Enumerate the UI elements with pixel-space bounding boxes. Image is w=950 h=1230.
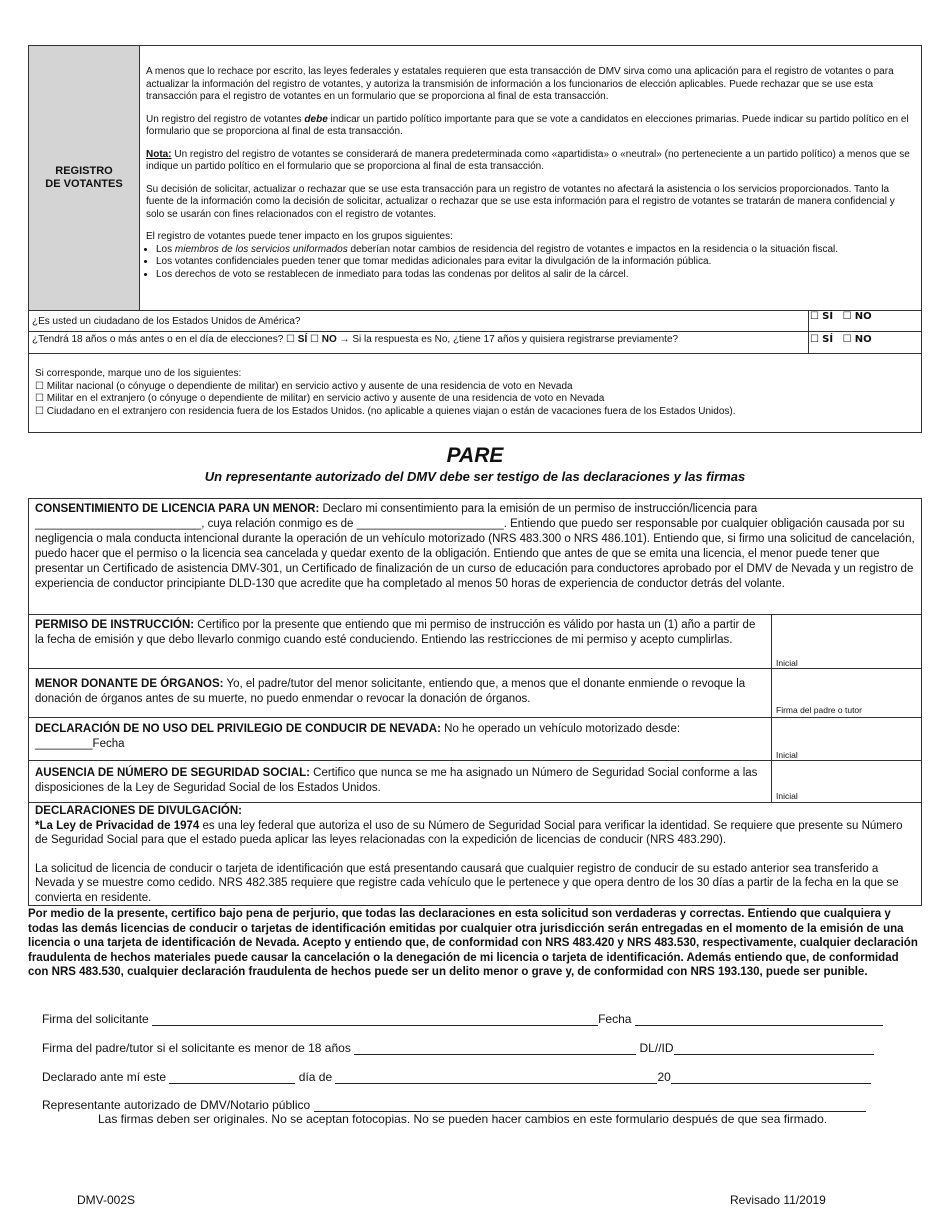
disclosure-transfer: La solicitud de licencia de conducir o tarjeta de identificación que está presentando causará que cualquier registro de conducir de su estado anterior sea transferido a Nevada y se muestre como cedido. NRS 482.385 requiere que registre cada vehículo que le pertenece y que opera dentro de los 30 días a partir de la fecha en la que se convierta en residente. xyxy=(35,862,899,904)
applicant-date-line[interactable] xyxy=(635,1013,883,1026)
disclosure: DECLARACIONES DE DIVULGACIÓN: *La Ley de Privacidad de 1974 es una ley federal que autoriza el uso de su Número de Seguridad Social para verificar la identidad. Se requiere que presente su Número de Seguridad Social para que el estado pueda aplicar las leyes relacionadas con la expedición de licencias de conducir (NRS 483.290). La solicitud de licencia de conducir o tarjeta de identificación que está presentando causará que cualquier registro de conducir de su estado anterior sea transferido a Nevada y se muestre como cedido. NRS 482.385 requiere que registre cada vehículo que le pertenece y que opera dentro de los 30 días a partir de la fecha en la que se convierta en residente. xyxy=(35,804,917,905)
form-number: DMV-002S xyxy=(77,1193,136,1207)
military-option-2[interactable]: ☐ Militar en el extranjero (o cónyuge o dependiente de militar) en servicio activo y ausente de una residencia de voto en Nevada xyxy=(35,393,605,404)
perjury-statement: Por medio de la presente, certifico bajo pena de perjurio, que todas las declaraciones en esta solicitud son verdaderas y correctas. Entiendo que cualquiera y todas las demás licencias de conducir o tarjetas de identificación emitidas por cualquier otra jurisdicción serán entregadas en el momento de la emisión de una licencia o una tarjeta de identificación de Nevada. Acepto y entiendo que, de conformidad con NRS 483.420 y NRS 483.530, respectivamente, cualquier declaración fraudulenta de hechos materiales puede causar la cancelación o la denegación de mi licencia o tarjeta de identificación. Además entiendo que, de conformidad con NRS 483.530, cualquier declaración fraudulenta de hechos puede ser un delito menor o grave y, de conformidad con NRS 193.130, puede ser punible. xyxy=(28,908,918,978)
parent-signature-row: Firma del padre/tutor si el solicitante es menor de 18 años DL//ID xyxy=(42,1041,874,1055)
voter-title-line1: REGISTRO xyxy=(55,165,113,177)
non-use-initial-cell[interactable]: Inicial xyxy=(776,750,798,760)
minor-consent-body: __________________________, cuya relación conmigo es de _______________________. Entiendo que puedo ser responsable por cualquier obligación causada por su negligencia o mala conducta intencional durante la operación de un vehículo motorizado (NRS 483.300 o NRS 486.101). Entiendo que, si firmo una solicitud de cancelación, puedo hacer que el permiso o la licencia sea cancelada y quedar exento de la obligación. Entiendo que antes de que se emita una licencia, el menor puede tener que presentar un Certificado de asistencia DMV-301, un Certificado de finalización de un curso de educación para conductores aprobado por el DMV de Nevada y un registro de experiencia de conductor principiante DLD-130 que acredite que ha completado al menos 50 horas de experiencia de conductor detrás del volante. xyxy=(35,518,915,590)
declared-month-line[interactable] xyxy=(335,1071,657,1084)
permit-initial-cell[interactable]: Inicial xyxy=(776,658,798,668)
disclosure-label: DECLARACIONES DE DIVULGACIÓN: xyxy=(35,805,243,817)
declared-year-line[interactable] xyxy=(671,1071,871,1084)
organ-donor: MENOR DONANTE DE ÓRGANOS: Yo, el padre/tutor del menor solicitante, entiendo que, a menos que el donante enmiende o revoque la donación de órganos antes de su muerte, no puedo enmendar o revocar la donación de órganos. xyxy=(35,678,746,705)
voter-title-cell xyxy=(29,46,140,310)
signature-note: Las firmas deben ser originales. No se aceptan fotocopias. No se pueden hacer cambios en este formulario después de que sea firmado. xyxy=(98,1112,828,1126)
voter-para4: Su decisión de solicitar, actualizar o rechazar que se use esta transacción para un registro de votantes no afectará la asistencia o los servicios proporcionados. Tanto la fuente de la información como la decisión de solicitar, actualizar o rechazar que se use esta información para el registro de votantes se tratarán de manera confidencial y solo se usarán con fines relacionados con el registro de votantes. xyxy=(146,183,895,220)
declared-row: Declarado ante mí este día de 20 xyxy=(42,1070,871,1084)
non-use-date[interactable]: _________Fecha xyxy=(35,738,125,750)
military-option-3[interactable]: ☐ Ciudadano en el extranjero con residencia fuera de los Estados Unidos. (no aplicable a quienes viajan o están de vacaciones fuera de los Estados Unidos). xyxy=(35,405,736,417)
ssn-initial-cell[interactable]: Inicial xyxy=(776,791,798,801)
parent-signature-line[interactable] xyxy=(354,1042,636,1055)
voter-bullet3: • Los derechos de voto se restablecen de inmediato para todas las condenas por delitos al salir de la cárcel. xyxy=(156,269,914,282)
applicant-signature-row: Firma del solicitante Fecha xyxy=(42,1012,883,1026)
voter-para3: Nota: Un registro del registro de votantes se considerará de manera predeterminada como «apartidista» o «neutral» (no perteneciente a un partido político) a menos que se indique un partido político en el formulario que se proporciona al final de esta transacción. xyxy=(146,148,910,172)
military-option-1[interactable]: ☐ Militar nacional (o cónyuge o dependiente de militar) en servicio activo y ausente de una residencia de voto en Nevada xyxy=(35,380,573,392)
citizen-question: ¿Es usted un ciudadano de los Estados Unidos de América? xyxy=(32,316,301,327)
voter-text xyxy=(146,66,914,281)
citizen-yes-no[interactable]: ☐ SÍ ☐ NO xyxy=(810,311,872,322)
dlid-line[interactable] xyxy=(674,1042,874,1055)
revised-date: Revisado 11/2019 xyxy=(730,1193,826,1207)
stop-title: PARE xyxy=(446,444,504,467)
age-yes-no[interactable]: ☐ SÍ ☐ NO xyxy=(810,334,872,345)
voter-para2: Un registro del registro de votantes debe indicar un partido político importante para que se vote a candidatos en elecciones primarias. Puede indicar su partido político en el formulario que se proporciona al final de esta transacción. xyxy=(146,113,909,137)
minor-consent: CONSENTIMIENTO DE LICENCIA PARA UN MENOR: Declaro mi consentimiento para la emisión de un permiso de instrucción/licencia para __________________________, cuya relación conmigo es de _______________________. Entiendo que puedo ser responsable por cualquier obligación causada por su negligencia o mala conducta intencional durante la operación de un vehículo motorizado (NRS 483.300 o NRS 486.101). Entiendo que, si firmo una solicitud de cancelación, puedo hacer que el permiso o la licencia sea cancelada y quedar exento de la obligación. Entiendo que antes de que se emita una licencia, el menor puede tener que presentar un Certificado de asistencia DMV-301, un Certificado de finalización de un curso de educación para conductores aprobado por el DMV de Nevada y un registro de experiencia de conductor principiante DLD-130 que acredite que ha completado al menos 50 horas de experiencia de conductor detrás del volante. xyxy=(35,503,915,590)
age-question: ¿Tendrá 18 años o más antes o en el día de elecciones? ☐ SÍ ☐ NO → Si la respuesta es No, ¿tiene 17 años y quisiera registrarse previamente? xyxy=(32,334,679,345)
minor-consent-label: CONSENTIMIENTO DE LICENCIA PARA UN MENOR: xyxy=(35,503,320,515)
voter-bullets xyxy=(146,244,914,282)
applicant-signature-line[interactable] xyxy=(152,1013,598,1026)
instruction-permit: PERMISO DE INSTRUCCIÓN: Certifico por la presente que entiendo que mi permiso de instrucción es válido por hasta un (1) año a partir de la fecha de emisión y que debo llevarlo conmigo cuando esté conduciendo. Entiendo las restricciones de mi permiso y acepto cumplirlas. xyxy=(35,619,756,646)
representative-row: Representante autorizado de DMV/Notario público xyxy=(42,1098,866,1112)
stop-subtitle: Un representante autorizado del DMV debe ser testigo de las declaraciones y las firmas xyxy=(204,469,746,484)
military-intro: Si corresponde, marque uno de los siguientes: xyxy=(35,368,242,379)
representative-line[interactable] xyxy=(314,1099,866,1112)
voter-para1: A menos que lo rechace por escrito, las leyes federales y estatales requieren que esta transacción de DMV sirva como una aplicación para el registro de votantes o para actualizar la información del registro de votantes, y autoriza la transmisión de información a los funcionarios de elección aplicables. Puede rechazar que se use esta transacción para el registro de votantes en un formulario que se proporciona al final de esta transacción. xyxy=(146,66,894,102)
no-ssn: AUSENCIA DE NÚMERO DE SEGURIDAD SOCIAL: Certifico que nunca se me ha asignado un Número de Seguridad Social conforme a las disposiciones de la Ley de Seguridad Social de los Estados Unidos. xyxy=(35,767,758,794)
non-use-declaration: DECLARACIÓN DE NO USO DEL PRIVILEGIO DE CONDUCIR DE NEVADA: No he operado un vehículo motorizado desde: _________Fecha xyxy=(35,723,681,750)
parent-signature-cell[interactable]: Firma del padre o tutor xyxy=(776,705,862,715)
voter-para5: El registro de votantes puede tener impacto en los grupos siguientes: xyxy=(146,231,453,242)
voter-title-line2: DE VOTANTES xyxy=(45,178,123,190)
voter-bullet1: • Los miembros de los servicios uniformados deberían notar cambios de residencia del registro de votantes e impactos en la residencia o la situación fiscal. xyxy=(156,244,914,257)
voter-bullet2: • Los votantes confidenciales pueden tener que tomar medidas adicionales para evitar la divulgación de la información pública. xyxy=(156,256,914,269)
military-options xyxy=(35,368,915,418)
declared-day-line[interactable] xyxy=(169,1071,295,1084)
